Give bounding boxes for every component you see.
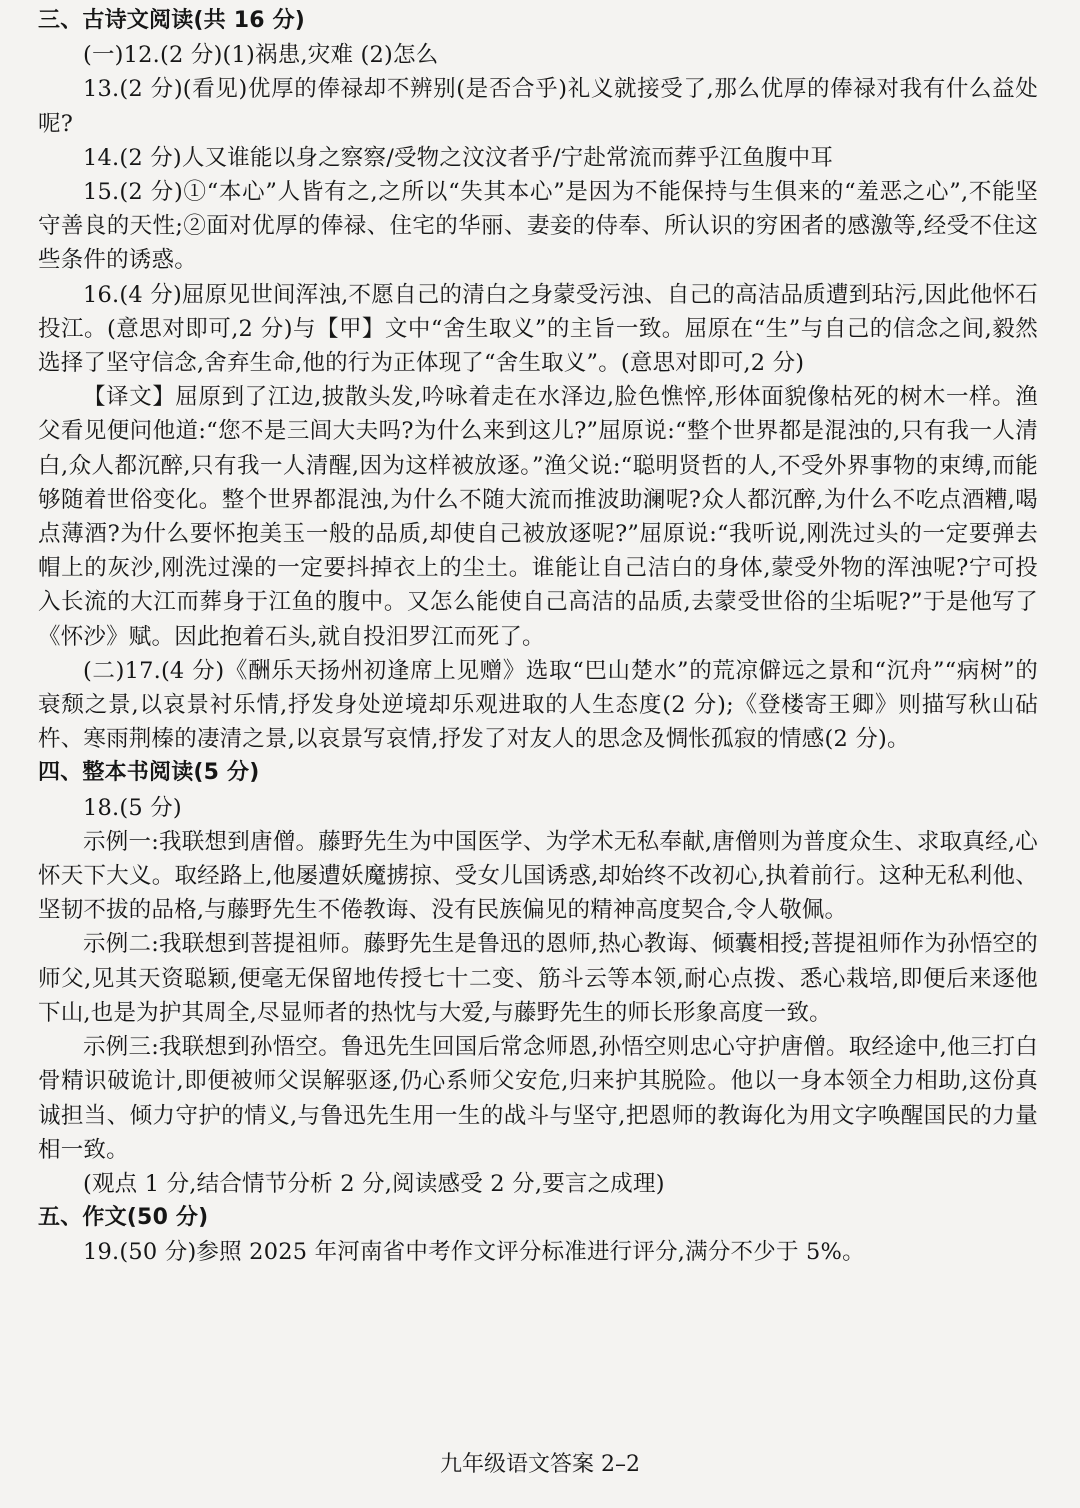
answer-q15: 15.(2 分)①“本心”人皆有之,之所以“失其本心”是因为不能保持与生俱来的“羞恶之心”,不能坚守善良的天性;②面对优厚的俸禄、住宅的华丽、妻妾的侍奉、所认识的穷困者的感激等,经受不住这些条件的诱惑。 — [38, 179, 1038, 274]
answer-q18-header: 18.(5 分) — [83, 794, 182, 821]
answer-q13: 13.(2 分)(看见)优厚的俸禄却不辨别(是否合乎)礼义就接受了,那么优厚的俸禄对我有什么益处呢? — [38, 76, 1038, 137]
answer-q17: (二)17.(4 分)《酬乐天扬州初逢席上见赠》选取“巴山楚水”的荒凉僻远之景和“沉舟”“病树”的衰颓之景,以哀景衬乐情,抒发身处逆境却乐观进取的人生态度(2 分);《登楼寄王卿》则描写秋山砧杵、寒雨荆榛的凄清之景,以哀景写哀情,抒发了对友人的思念及惆怅孤寂的情感(2 分)。 — [38, 657, 1038, 753]
answer-q18-example-3: 示例三:我联想到孙悟空。鲁迅先生回国后常念师恩,孙悟空则忠心守护唐僧。取经途中,他三打白骨精识破诡计,即便被师父误解驱逐,仍心系师父安危,归来护其脱险。他以一身本领全力相助,这份真诚担当、倾力守护的情义,与鲁迅先生用一生的战斗与坚守,把恩师的教诲化为用文字唤醒国民的力量相一致。 — [38, 1034, 1038, 1163]
answer-q19: 19.(50 分)参照 2025 年河南省中考作文评分标准进行评分,满分不少于 5%。 — [83, 1239, 865, 1266]
page-footer: 九年级语文答案 2–2 — [440, 1452, 640, 1477]
answer-q12: (一)12.(2 分)(1)祸患,灾难 (2)怎么 — [83, 42, 439, 69]
section-heading-essay: 五、作文(50 分) — [38, 1205, 209, 1231]
answer-q16: 16.(4 分)屈原见世间浑浊,不愿自己的清白之身蒙受污浊、自己的高洁品质遭到玷污,因此他怀石投江。(意思对即可,2 分)与【甲】文中“舍生取义”的主旨一致。屈原在“生”与自己的信念之间,毅然选择了坚守信念,舍弃生命,他的行为正体现了“舍生取义”。(意思对即可,2 分) — [38, 281, 1038, 377]
translation-paragraph: 【译文】屈原到了江边,披散头发,吟咏着走在水泽边,脸色憔悴,形体面貌像枯死的树木一样。渔父看见便问他道:“您不是三闾大夫吗?为什么来到这儿?”屈原说:“整个世界都是混浊的,只有我一人清白,众人都沉醉,只有我一人清醒,因为这样被放逐。”渔父说:“聪明贤哲的人,不受外界事物的束缚,而能够随着世俗变化。整个世界都混浊,为什么不随大流而推波助澜呢?众人都沉醉,为什么不吃点酒糟,喝点薄酒?为什么要怀抱美玉一般的品质,却使自己被放逐呢?”屈原说:“我听说,刚洗过头的一定要弹去帽上的灰沙,刚洗过澡的一定要抖掉衣上的尘土。谁能让自己洁白的身体,蒙受外物的浑浊呢?宁可投入长流的大江而葬身于江鱼的腹中。又怎么能使自己高洁的品质,去蒙受世俗的尘垢呢?”于是他写了《怀沙》赋。因此抱着石头,就自投汨罗江而死了。 — [38, 384, 1038, 650]
section-heading-ancient-poetry: 三、古诗文阅读(共 16 分) — [38, 8, 306, 33]
page-content — [38, 4, 1038, 1270]
answer-q18-example-1: 示例一:我联想到唐僧。藤野先生为中国医学、为学术无私奉献,唐僧则为普度众生、求取真经,心怀天下大义。取经路上,他屡遭妖魔掳掠、受女儿国诱惑,却始终不改初心,执着前行。这种无私利他、坚韧不拔的品格,与藤野先生不倦教诲、没有民族偏见的精神高度契合,令人敬佩。 — [38, 828, 1038, 924]
answer-q14: 14.(2 分)人又谁能以身之察察/受物之汶汶者乎/宁赴常流而葬乎江鱼腹中耳 — [83, 144, 834, 171]
answer-q18-scoring: (观点 1 分,结合情节分析 2 分,阅读感受 2 分,要言之成理) — [83, 1170, 665, 1197]
section-heading-whole-book: 四、整本书阅读(5 分) — [38, 760, 260, 786]
answer-q18-example-2: 示例二:我联想到菩提祖师。藤野先生是鲁迅的恩师,热心教诲、倾囊相授;菩提祖师作为孙悟空的师父,见其天资聪颖,便毫无保留地传授七十二变、筋斗云等本领,耐心点拨、悉心栽培,即便后来逐他下山,也是为护其周全,尽显师者的热忱与大爱,与藤野先生的师长形象高度一致。 — [38, 931, 1038, 1026]
